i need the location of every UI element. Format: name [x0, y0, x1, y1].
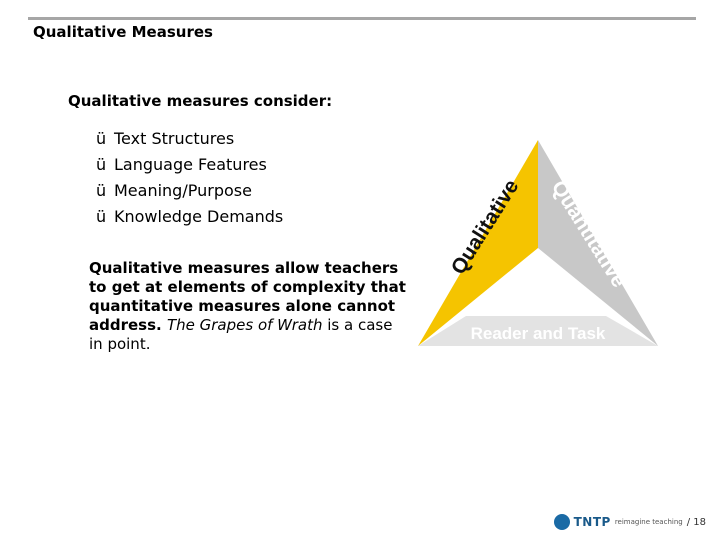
list-item	[96, 128, 283, 154]
footer-tagline: reimagine teaching	[614, 518, 683, 526]
tntp-logo-icon	[554, 514, 570, 530]
footer	[554, 514, 706, 530]
text-complexity-triangle	[418, 138, 660, 350]
title-rule	[28, 17, 696, 20]
body-paragraph	[89, 259, 409, 354]
reader-task-label: Reader and Task	[470, 324, 606, 343]
list-item	[96, 154, 283, 180]
paragraph-tail-text: is a case in point.	[89, 316, 393, 353]
paragraph-bold-text: Qualitative measures allow teachers to get at elements of complexity that quantitative measures alone cannot address.	[89, 259, 406, 334]
list-item-label: Knowledge Demands	[114, 207, 284, 226]
page-number: / 18	[686, 516, 706, 528]
checkmark-icon: ü	[96, 129, 107, 148]
list-item	[96, 206, 283, 232]
checkmark-icon: ü	[96, 181, 107, 200]
checklist	[96, 128, 283, 232]
intro-text: Qualitative measures consider:	[68, 92, 333, 110]
list-item-label: Meaning/Purpose	[114, 181, 252, 200]
checkmark-icon: ü	[96, 155, 107, 174]
list-item-label: Text Structures	[114, 129, 235, 148]
quantitative-label: Quantitative	[546, 176, 631, 292]
checkmark-icon: ü	[96, 207, 107, 226]
list-item	[96, 180, 283, 206]
qualitative-label: Qualitative	[446, 175, 524, 279]
slide-title: Qualitative Measures	[33, 23, 213, 41]
tntp-logo-text: TNTP	[573, 515, 611, 529]
list-item-label: Language Features	[114, 155, 267, 174]
book-title: The Grapes of Wrath	[166, 316, 323, 334]
